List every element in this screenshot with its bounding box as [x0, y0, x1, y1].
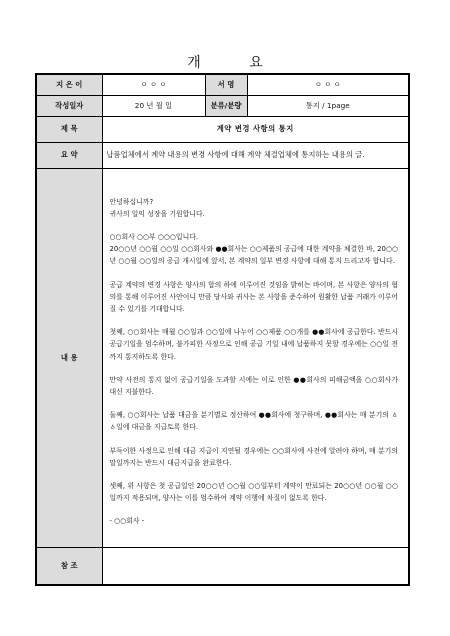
date-label: 작성일자: [36, 95, 102, 116]
content-paragraph: 만약 사전의 통지 없이 공급기일을 도과할 시에는 이로 인한 ●●회사의 피해금액을 ○○회사가 대신 지불한다.: [109, 375, 398, 396]
signature-label: 서 명: [205, 74, 247, 95]
signature-value: ㅇ ㅇ ㅇ: [247, 74, 409, 95]
content-paragraph: 부득이한 사정으로 인해 대금 지급이 지연될 경우에는 ○○회사에 사전에 알려야 하며, 매 분기의 말일까지는 반드시 대금지급을 완료한다.: [109, 446, 398, 467]
date-value: 20 년 월 일: [102, 95, 205, 116]
category-label: 분류/분량: [205, 95, 247, 116]
summary-value: 납품업체에서 계약 내용의 변경 사항에 대해 계약 체결업체에 통지하는 내용의 글.: [102, 142, 409, 168]
page-title: 개 요: [187, 55, 285, 71]
content-paragraph: ○○회사 ○○부 ○○○입니다. 20○○년 ○○월 ○○일 ○○회사와 ●●회사는 ○○제품의 공급에 대한 계약을 체결한 바, 20○○년 ○○월 ○○일의 공급 개시일에 앞서, 본 계약의 일부 변경 사항에 대해 통지 드리고자 합니다.: [109, 232, 398, 266]
content-paragraph: 공급 계약의 변경 사항은 양사의 합의 하에 이루어진 것임을 밝히는 바이며, 본 사항은 양사의 협의를 통해 이루어진 사안이니 만큼 당사와 귀사는 본 사항을 준수하여 원활한 납품 거래가 이루어질 수 있기를 기대합니다.: [109, 280, 398, 313]
content-paragraph: 안녕하십니까? 귀사의 일익 성장을 기원합니다.: [109, 197, 205, 218]
subject-label: 제 목: [36, 116, 102, 142]
content-paragraph: 둘째, ○○회사는 납품 대금을 분기별로 정산하여 ●●회사에 청구하며, ●●회사는 매 분기의 ㅿㅿ일에 대금을 지급토록 한다.: [109, 411, 398, 432]
overview-form: [35, 73, 410, 586]
content-label: 내 용: [36, 168, 102, 547]
reference-value: [102, 547, 409, 585]
reference-label: 참 조: [36, 547, 102, 585]
category-value: 통지 / 1page: [247, 95, 409, 116]
summary-label: 요 약: [36, 142, 102, 168]
author-label: 지 은 이: [36, 74, 102, 95]
content-paragraph: 셋째, 위 사항은 첫 공급일인 20○○년 ○○월 ○○일부터 계약이 만료되는 20○○년 ○○월 ○○일까지 적용되며, 양사는 이를 엄수하여 계약 이행에 차질이 없도록 한다.: [109, 481, 398, 503]
content-paragraph: 첫째, ○○회사는 매월 ○○일과 ○○일에 나누어 ○○제품 ○○개를 ●●회사에 공급한다. 반드시 공급기일을 엄수하며, 불가피한 사정으로 인해 공급 기일 내에 납품하지 못할 경우에는 ○○일 전까지 통지하도록 한다.: [109, 328, 398, 361]
content-paragraph: - ○○회사 -: [109, 517, 145, 526]
subject-value: 계약 변경 사항의 통지: [102, 116, 409, 142]
content-body: [102, 168, 409, 547]
author-value: ㅇ ㅇ ㅇ: [102, 74, 205, 95]
